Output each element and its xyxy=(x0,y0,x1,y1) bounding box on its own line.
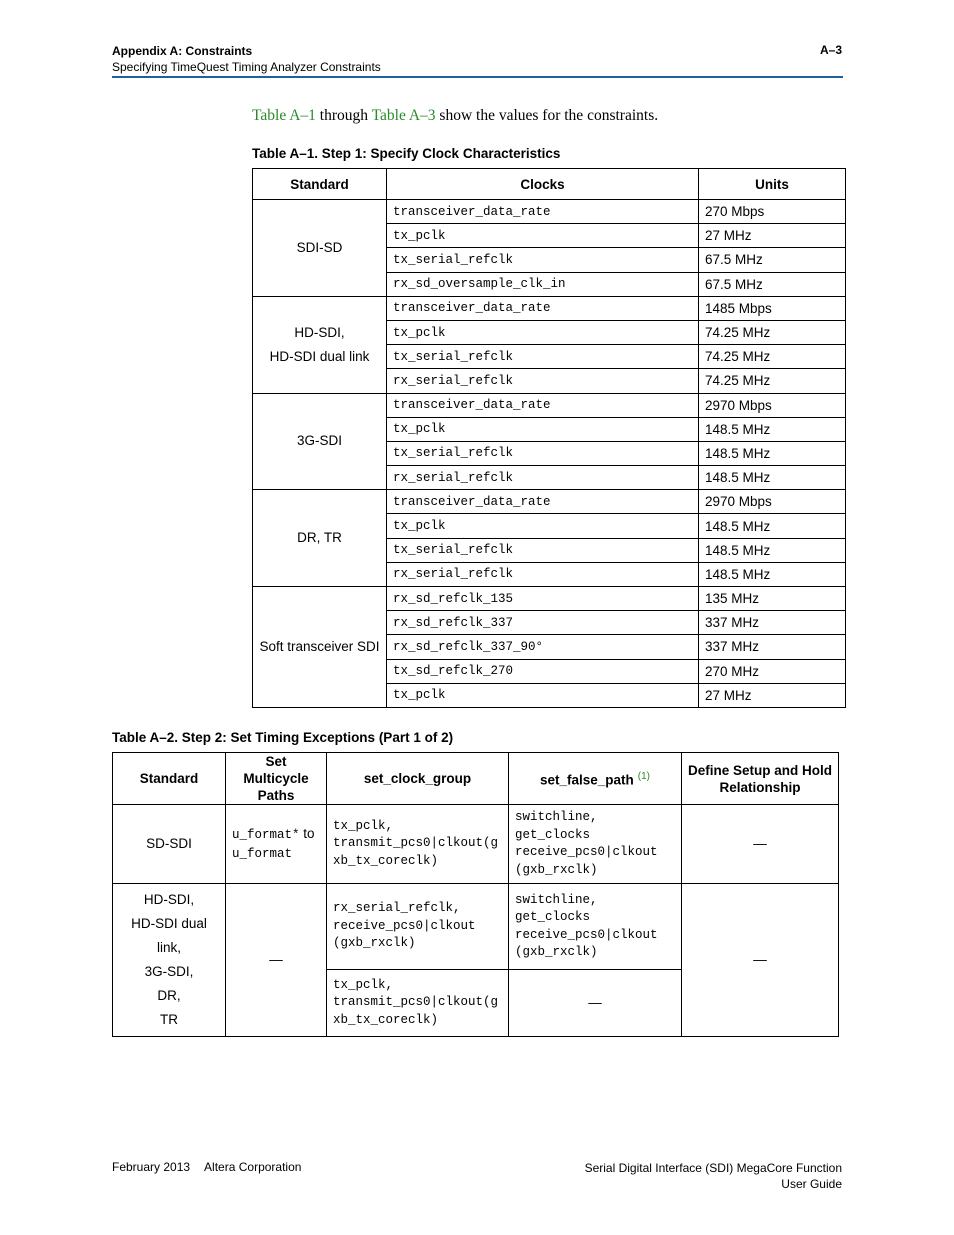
table1-units-cell: 270 Mbps xyxy=(699,200,846,224)
link-table-a3[interactable]: Table A–3 xyxy=(371,107,436,124)
cell-line: tx_pclk, xyxy=(333,977,394,992)
table2-multicycle-cell: — xyxy=(226,884,327,1037)
table1-units-cell: 148.5 MHz xyxy=(699,417,846,441)
table1-clock-cell: transceiver_data_rate xyxy=(387,490,699,514)
header-section: Appendix A: Constraints xyxy=(112,44,253,58)
table2-row xyxy=(113,805,839,884)
table1-clock-cell: tx_serial_refclk xyxy=(387,248,699,272)
table1-clock-cell: transceiver_data_rate xyxy=(387,296,699,320)
header-rule xyxy=(112,76,843,78)
footer-left xyxy=(112,1160,315,1174)
table2-header-standard: Standard xyxy=(113,753,226,805)
cell-line: (gxb_rxclk) xyxy=(515,945,598,959)
table2-multicycle-cell xyxy=(226,805,327,884)
table1-clock-cell: tx_serial_refclk xyxy=(387,441,699,465)
table1-units-cell: 148.5 MHz xyxy=(699,441,846,465)
table1-header-standard: Standard xyxy=(253,169,387,200)
table1-clock-cell: rx_serial_refclk xyxy=(387,369,699,393)
table1-standard-cell xyxy=(253,393,387,490)
table1-clock-cell: tx_pclk xyxy=(387,417,699,441)
table1-row xyxy=(253,490,846,514)
standard-line: HD-SDI dual link xyxy=(269,348,370,364)
table1-standard-cell xyxy=(253,200,387,297)
cell-line: xb_tx_coreclk) xyxy=(333,853,439,868)
table2-header-false-path xyxy=(509,753,682,805)
standard-line: Soft transceiver SDI xyxy=(259,638,380,654)
footer-date: February 2013 xyxy=(112,1160,191,1174)
table2-standard-cell xyxy=(113,884,226,1037)
table1-clock-cell: tx_sd_refclk_270 xyxy=(387,659,699,683)
table1-caption: Table A–1. Step 1: Specify Clock Characteristics xyxy=(252,146,561,161)
table1-clock-cell: rx_sd_refclk_337_90° xyxy=(387,635,699,659)
table1-units-cell: 2970 Mbps xyxy=(699,490,846,514)
cell-line: receive_pcs0|clkout xyxy=(515,845,658,859)
table1-header-clocks: Clocks xyxy=(387,169,699,200)
multicycle-to: to xyxy=(299,825,315,841)
table1-clock-cell: tx_pclk xyxy=(387,320,699,344)
table1-units-cell: 148.5 MHz xyxy=(699,514,846,538)
table2-header-row xyxy=(113,753,839,805)
table2-clock-group-cell xyxy=(327,884,509,970)
table1-header-units: Units xyxy=(699,169,846,200)
cell-line: rx_serial_refclk, xyxy=(333,901,461,916)
table1-units-cell: 337 MHz xyxy=(699,611,846,635)
cell-line: transmit_pcs0|clkout(g xyxy=(333,995,499,1010)
table1-units-cell: 1485 Mbps xyxy=(699,296,846,320)
table1-clock-cell: tx_pclk xyxy=(387,514,699,538)
table2-false-path-cell xyxy=(509,884,682,970)
table1-units-cell: 270 MHz xyxy=(699,659,846,683)
table1-units-cell: 135 MHz xyxy=(699,587,846,611)
multicycle-code: u_format* xyxy=(232,827,300,842)
table2-clock-group-cell xyxy=(327,970,509,1037)
table1-units-cell: 27 MHz xyxy=(699,224,846,248)
cell-line: DR, xyxy=(157,988,181,1003)
intro-mid: through xyxy=(315,107,372,124)
table1-clock-cell: transceiver_data_rate xyxy=(387,200,699,224)
table2-setup-hold-cell: — xyxy=(682,884,839,1037)
footer-doc-title: Serial Digital Interface (SDI) MegaCore Function xyxy=(584,1161,842,1175)
table1-units-cell: 148.5 MHz xyxy=(699,466,846,490)
table1-standard-cell xyxy=(253,490,387,587)
table2-false-path-cell: — xyxy=(509,970,682,1037)
cell-line: switchline, get_clocks xyxy=(515,810,598,842)
running-header xyxy=(112,43,381,75)
table1-clock-cell: rx_sd_oversample_clk_in xyxy=(387,272,699,296)
table1-row xyxy=(253,393,846,417)
cell-line: xb_tx_coreclk) xyxy=(333,1012,439,1027)
table2-caption: Table A–2. Step 2: Set Timing Exceptions (Part 1 of 2) xyxy=(112,730,454,745)
cell-line: (gxb_rxclk) xyxy=(333,936,416,951)
table2-header-multicycle: Set Multicycle Paths xyxy=(226,753,327,805)
header-subsection: Specifying TimeQuest Timing Analyzer Constraints xyxy=(112,60,381,74)
table1-clock-cell: rx_serial_refclk xyxy=(387,562,699,586)
standard-line: DR, TR xyxy=(297,530,342,546)
table1-clock-cell: rx_sd_refclk_135 xyxy=(387,587,699,611)
table2-standard-cell: SD-SDI xyxy=(113,805,226,884)
table1-row xyxy=(253,296,846,320)
cell-line: HD-SDI dual link, xyxy=(131,916,207,955)
table1-units-cell: 74.25 MHz xyxy=(699,345,846,369)
link-table-a1[interactable]: Table A–1 xyxy=(252,107,316,124)
table2-header-setup-hold: Define Setup and Hold Relationship xyxy=(682,753,839,805)
table1-units-cell: 337 MHz xyxy=(699,635,846,659)
table1 xyxy=(252,168,846,708)
intro-paragraph xyxy=(252,107,658,125)
table1-row xyxy=(253,200,846,224)
table1-units-cell: 74.25 MHz xyxy=(699,320,846,344)
cell-line: get_clocks xyxy=(515,910,591,924)
table1-units-cell: 2970 Mbps xyxy=(699,393,846,417)
table1-row xyxy=(253,587,846,611)
cell-line: 3G-SDI, xyxy=(144,964,194,979)
table2-header-clock-group: set_clock_group xyxy=(327,753,509,805)
table2 xyxy=(112,752,839,1037)
table1-clock-cell: tx_pclk xyxy=(387,683,699,707)
page-number: A–3 xyxy=(819,43,842,57)
intro-rest: show the values for the constraints. xyxy=(435,107,659,124)
cell-line: receive_pcs0|clkout xyxy=(515,927,658,942)
table1-units-cell: 74.25 MHz xyxy=(699,369,846,393)
cell-line: TR xyxy=(160,1012,178,1027)
table1-clock-cell: rx_sd_refclk_337 xyxy=(387,611,699,635)
false-path-label: set_false_path xyxy=(539,772,634,788)
table1-standard-cell xyxy=(253,296,387,393)
table1-units-cell: 148.5 MHz xyxy=(699,538,846,562)
cell-line: (gxb_rxclk) xyxy=(515,862,598,877)
multicycle-code: u_format xyxy=(232,847,293,861)
table1-body xyxy=(253,200,846,708)
cell-line: transmit_pcs0|clkout(g xyxy=(333,836,499,851)
table2-setup-hold-cell: — xyxy=(682,805,839,884)
cell-line: switchline, xyxy=(515,892,598,907)
table2-clock-group-cell xyxy=(327,805,509,884)
table1-clock-cell: tx_serial_refclk xyxy=(387,345,699,369)
table2-row xyxy=(113,884,839,970)
footer-doc-type: User Guide xyxy=(781,1177,842,1191)
cell-line: receive_pcs0|clkout xyxy=(333,918,476,933)
table1-units-cell: 67.5 MHz xyxy=(699,248,846,272)
footer-right xyxy=(585,1160,842,1192)
table1-units-cell: 27 MHz xyxy=(699,683,846,707)
table1-header-row xyxy=(253,169,846,200)
table1-units-cell: 67.5 MHz xyxy=(699,272,846,296)
cell-line: HD-SDI, xyxy=(143,892,195,907)
table1-units-cell: 148.5 MHz xyxy=(699,562,846,586)
table2-false-path-cell xyxy=(509,805,682,884)
standard-line: SDI-SD xyxy=(296,239,343,255)
footnote-ref[interactable]: (1) xyxy=(637,771,651,783)
table1-clock-cell: tx_pclk xyxy=(387,224,699,248)
footer-company: Altera Corporation xyxy=(204,1160,302,1174)
table1-standard-cell xyxy=(253,587,387,708)
table1-clock-cell: tx_serial_refclk xyxy=(387,538,699,562)
cell-line: tx_pclk, xyxy=(333,818,394,833)
table1-clock-cell: transceiver_data_rate xyxy=(387,393,699,417)
standard-line: 3G-SDI xyxy=(296,433,342,449)
table1-clock-cell: rx_serial_refclk xyxy=(387,466,699,490)
standard-line: HD-SDI, xyxy=(294,324,345,340)
